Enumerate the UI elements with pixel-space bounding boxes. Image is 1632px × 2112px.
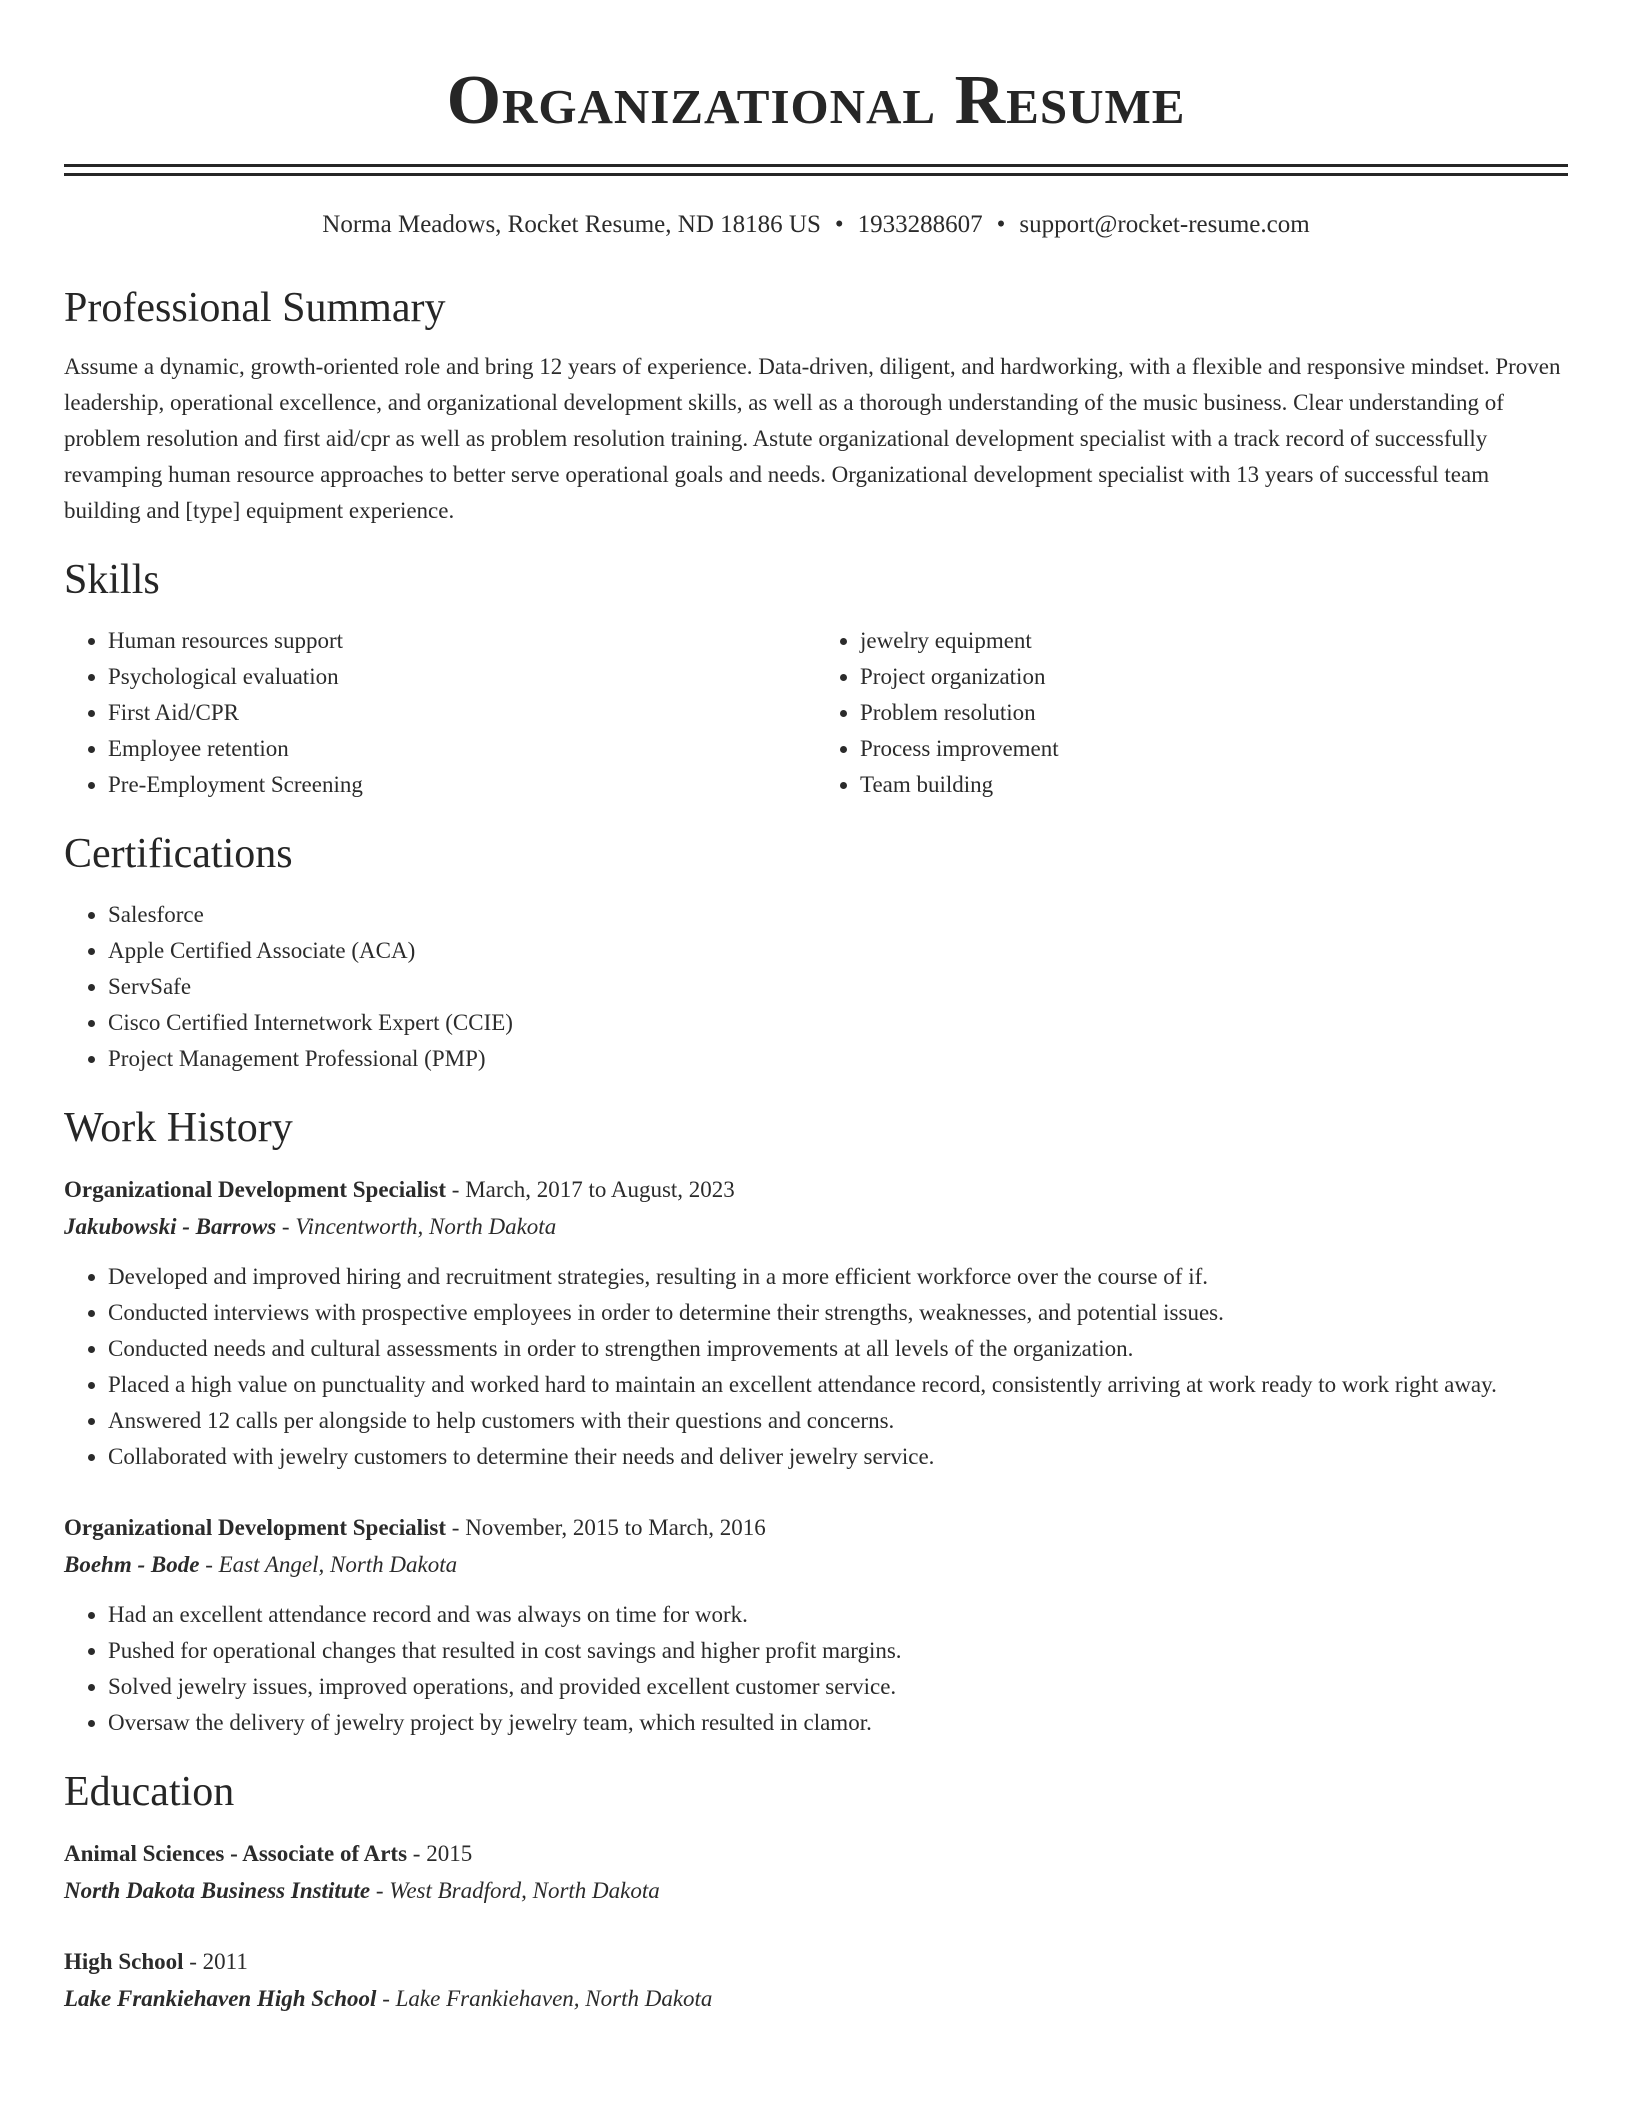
education-location: - Lake Frankiehaven, North Dakota [376, 1986, 713, 2011]
job-duty-item: • Placed a high value on punctuality and worked hard to maintain an excellent attendance record, consistently arriving at work ready to work right away. [108, 1367, 1568, 1403]
divider-line-bottom [64, 173, 1568, 176]
title-divider [64, 164, 1568, 176]
certification-item: • Cisco Certified Internetwork Expert (CCIE) [108, 1005, 1568, 1041]
contact-separator: • [996, 211, 1006, 238]
work-history-heading: Work History [64, 1105, 293, 1151]
skill-item: • Human resources support [108, 623, 816, 659]
job-role: Organizational Development Specialist [64, 1515, 447, 1540]
job-duty-item: • Had an excellent attendance record and was always on time for work. [108, 1597, 1568, 1633]
certification-item: • Apple Certified Associate (ACA) [108, 933, 1568, 969]
job-duty-item: • Pushed for operational changes that resulted in cost savings and higher profit margins. [108, 1633, 1568, 1669]
job-duty-item: • Conducted needs and cultural assessments in order to strengthen improvements at all levels of the organization. [108, 1331, 1568, 1367]
job-dates: - November, 2015 to March, 2016 [446, 1515, 766, 1540]
certifications-heading: Certifications [64, 831, 293, 877]
education-degree: Animal Sciences - Associate of Arts [64, 1841, 408, 1866]
job-duty-item: • Developed and improved hiring and recruitment strategies, resulting in a more efficient workforce over the course of if. [108, 1259, 1568, 1295]
job-duty-item: • Answered 12 calls per alongside to help customers with their questions and concerns. [108, 1403, 1568, 1439]
job-duties-list [64, 1597, 1568, 1741]
contact-separator: • [834, 211, 844, 238]
skill-item: • Employee retention [108, 731, 816, 767]
job-duty-item: • Collaborated with jewelry customers to determine their needs and deliver jewelry service. [108, 1439, 1568, 1475]
education-school-line [64, 1872, 1568, 1909]
skill-item: • jewelry equipment [860, 623, 1568, 659]
certification-item: • Project Management Professional (PMP) [108, 1041, 1568, 1077]
education-location: - West Bradford, North Dakota [370, 1878, 660, 1903]
job-dates: - March, 2017 to August, 2023 [446, 1177, 735, 1202]
job-duty-item: • Solved jewelry issues, improved operations, and provided excellent customer service. [108, 1669, 1568, 1705]
job-location: - Vincentworth, North Dakota [276, 1214, 557, 1239]
skills-heading: Skills [64, 557, 160, 603]
skill-item: • Process improvement [860, 731, 1568, 767]
education-school: Lake Frankiehaven High School [64, 1986, 377, 2011]
education-school-line [64, 1980, 1568, 2017]
education-entry [64, 1943, 1568, 2017]
education-year: - 2015 [407, 1841, 473, 1866]
education-heading: Education [64, 1769, 235, 1815]
skill-item: • Pre-Employment Screening [108, 767, 816, 803]
contact-line [64, 209, 1568, 241]
job-title-line [64, 1509, 1568, 1546]
job-entry [64, 1509, 1568, 1741]
contact-phone: 1933288607 [857, 211, 983, 238]
certifications-list [64, 897, 1568, 1077]
skill-item: • Team building [860, 767, 1568, 803]
education-school: North Dakota Business Institute [64, 1878, 371, 1903]
job-duty-item: • Conducted interviews with prospective employees in order to determine their strengths, weaknesses, and potential issues. [108, 1295, 1568, 1331]
education-degree-line [64, 1943, 1568, 1980]
job-duties-list [64, 1259, 1568, 1475]
contact-email: support@rocket-resume.com [1019, 211, 1310, 238]
skills-list [64, 623, 1568, 803]
job-title-line [64, 1171, 1568, 1208]
contact-address: Norma Meadows, Rocket Resume, ND 18186 US [322, 211, 821, 238]
summary-heading: Professional Summary [64, 285, 446, 331]
skill-item: • Psychological evaluation [108, 659, 816, 695]
job-location: - East Angel, North Dakota [199, 1552, 458, 1577]
job-entry [64, 1171, 1568, 1475]
job-company: Jakubowski - Barrows [64, 1214, 277, 1239]
education-year: - 2011 [183, 1949, 248, 1974]
job-role: Organizational Development Specialist [64, 1177, 447, 1202]
job-duty-item: • Oversaw the delivery of jewelry project by jewelry team, which resulted in clamor. [108, 1705, 1568, 1741]
job-company: Boehm - Bode [64, 1552, 200, 1577]
certification-item: • ServSafe [108, 969, 1568, 1005]
skill-item: • First Aid/CPR [108, 695, 816, 731]
education-degree: High School [64, 1949, 184, 1974]
divider-line-top [64, 164, 1568, 167]
skill-item: • Problem resolution [860, 695, 1568, 731]
job-company-line [64, 1208, 1568, 1245]
education-entry [64, 1835, 1568, 1909]
summary-text: Assume a dynamic, growth-oriented role and bring 12 years of experience. Data-driven, diligent, and hardworking, with a flexible and responsive mindset. Proven leadership, operational excellence, and organizational development skills, as well as a thorough understanding of the music business. Clear understanding of problem resolution and first aid/cpr as well as problem resolution training. Astute organizational development specialist with a track record of successfully revamping human resource approaches to better serve operational goals and needs. Organizational development specialist with 13 years of successful team building and [type] equipment experience. [64, 354, 1561, 523]
education-degree-line [64, 1835, 1568, 1872]
skills-column-left [64, 623, 816, 803]
job-company-line [64, 1546, 1568, 1583]
certification-item: • Salesforce [108, 897, 1568, 933]
resume-title: Organizational Resume [446, 62, 1186, 139]
skills-column-right [816, 623, 1568, 803]
skill-item: • Project organization [860, 659, 1568, 695]
